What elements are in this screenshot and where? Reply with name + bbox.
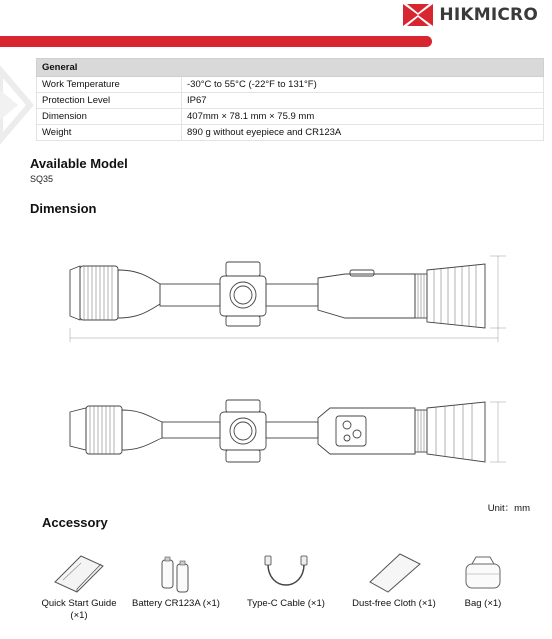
spec-value: 407mm × 78.1 mm × 75.9 mm	[182, 109, 544, 125]
spec-key: Dimension	[37, 109, 182, 125]
header-red-band	[0, 36, 432, 47]
brand-name: HIKMICRO	[439, 5, 538, 25]
scope-side-view-drawing	[60, 392, 520, 472]
brand-header	[403, 4, 538, 26]
spec-key: Work Temperature	[37, 77, 182, 93]
booklet-icon	[51, 552, 107, 594]
available-model-value: SQ35	[30, 174, 54, 184]
cloth-icon	[364, 552, 424, 594]
spec-table-header-row	[37, 59, 544, 77]
scope-top-view-drawing	[60, 248, 520, 348]
available-model-heading: Available Model	[30, 156, 128, 171]
spec-table	[36, 58, 544, 141]
accessory-item-battery	[130, 552, 222, 610]
accessory-item-quick-start-guide	[40, 552, 118, 622]
spec-key: Protection Level	[37, 93, 182, 109]
accessory-label: Quick Start Guide	[41, 598, 117, 609]
spec-key: Weight	[37, 125, 182, 141]
dimension-heading: Dimension	[30, 201, 97, 216]
cable-icon	[258, 552, 314, 594]
accessory-label: Type-C Cable (×1)	[247, 598, 325, 609]
spec-value: -30°C to 55°C (-22°F to 131°F)	[182, 77, 544, 93]
bag-icon	[460, 552, 506, 594]
accessory-item-bag	[448, 552, 518, 610]
spec-value: IP67	[182, 93, 544, 109]
accessory-item-dust-free-cloth	[344, 552, 444, 610]
table-row	[37, 125, 544, 141]
table-row	[37, 77, 544, 93]
battery-icon	[156, 552, 196, 594]
accessory-label: Bag (×1)	[464, 598, 502, 609]
accessory-label-count: (×1)	[70, 610, 88, 621]
table-row	[37, 93, 544, 109]
spec-table-header: General	[37, 59, 544, 77]
dimension-unit-label: Unit：mm	[487, 503, 530, 514]
accessory-label: Battery CR123A (×1)	[132, 598, 220, 609]
accessory-label: Dust-free Cloth (×1)	[352, 598, 436, 609]
spec-value: 890 g without eyepiece and CR123A	[182, 125, 544, 141]
hikmicro-logo-icon	[403, 4, 433, 26]
accessory-item-type-c-cable	[240, 552, 332, 610]
accessory-heading: Accessory	[42, 515, 108, 530]
table-row	[37, 109, 544, 125]
